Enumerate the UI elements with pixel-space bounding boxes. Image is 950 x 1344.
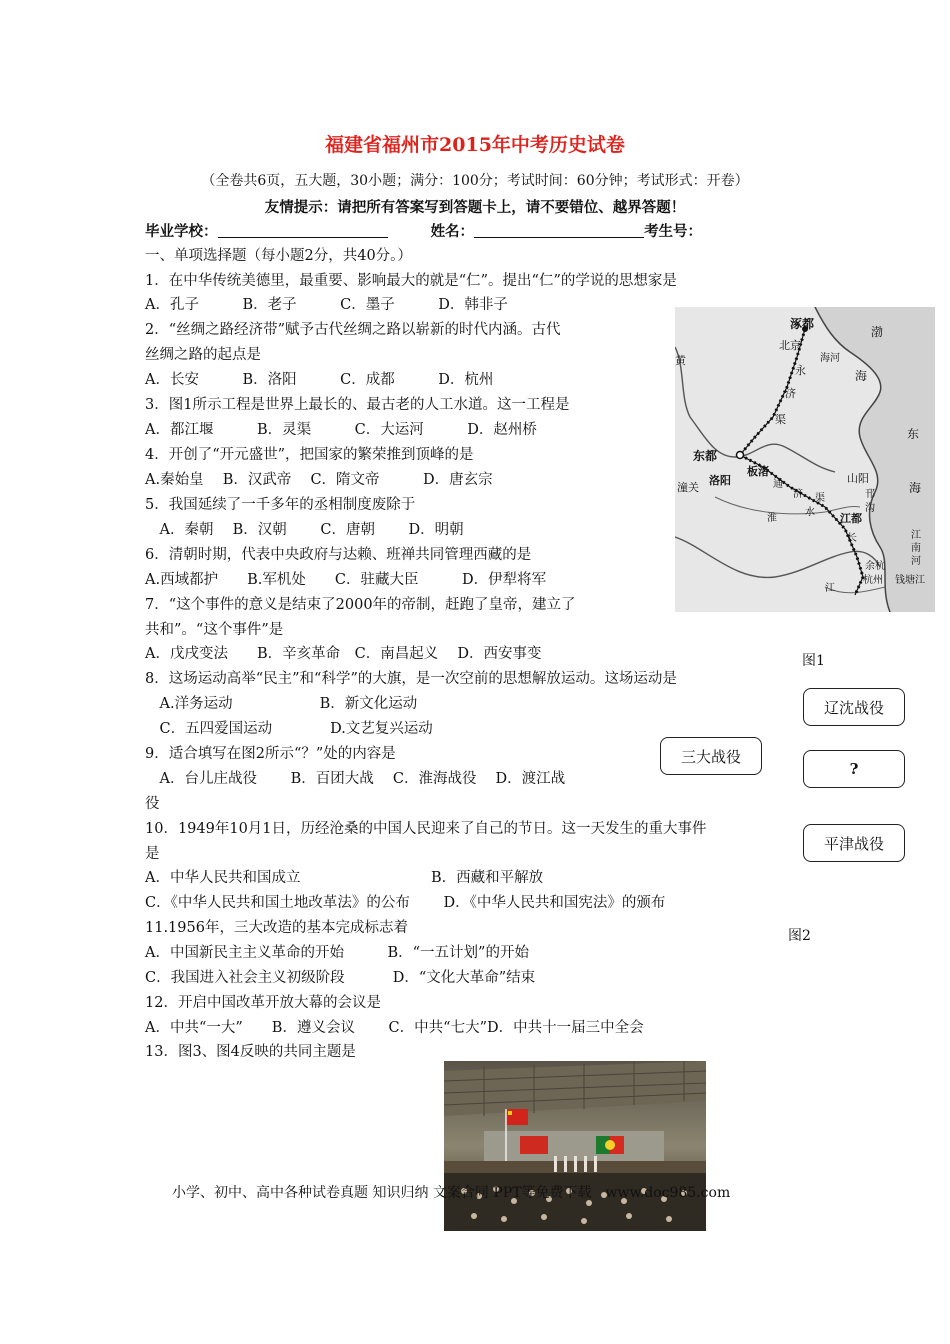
section-heading: 一、单项选择题（每小题2分，共40分。） <box>145 248 412 264</box>
map-label: 江都 <box>840 512 862 525</box>
question-line: 共和”。“这个事件”是 <box>145 622 284 638</box>
question-line: 丝绸之路的起点是 <box>145 347 261 363</box>
map-label: 江南河 <box>911 530 921 567</box>
map-label: 济 <box>793 489 803 500</box>
map-label: 余杭 <box>865 561 885 572</box>
map-label: 山阳 <box>847 472 869 485</box>
map-label: 济 <box>785 387 796 400</box>
map-label: 通 <box>773 479 783 490</box>
question-line: 役 <box>145 796 160 812</box>
three-campaigns-box: 三大战役 <box>660 737 762 775</box>
question-line: C．我国进入社会主义初级阶段 D．“文化大革命”结束 <box>145 970 536 986</box>
grand-canal-map <box>675 307 935 612</box>
map-label: 渠 <box>815 493 825 504</box>
question-line: A．孔子 B．老子 C．墨子 D．韩非子 <box>145 297 508 313</box>
question-line: 2．“丝绸之路经济带”赋予古代丝绸之路以崭新的时代内涵。古代 <box>145 322 561 338</box>
map-label: 杭州 <box>863 575 883 586</box>
question-line: 1．在中华传统美德里，最重要、影响最大的就是“仁”。提出“仁”的学说的思想家是 <box>145 273 677 289</box>
map-label: 渠 <box>775 413 786 426</box>
question-line: 7．“这个事件的意义是结束了2000年的帝制，赶跑了皇帝，建立了 <box>145 597 576 613</box>
map-label: 海 <box>855 369 868 383</box>
question-line: 9．适合填写在图2所示“？”处的内容是 <box>145 746 396 762</box>
map-label: 邗 <box>865 489 875 500</box>
map-label: 北京 <box>779 339 801 352</box>
map-label: 涿都 <box>790 317 815 331</box>
page-title: 福建省福州市2015年中考历史试卷 <box>325 134 625 156</box>
map-label: 江 <box>825 583 835 594</box>
school-blank <box>218 223 388 238</box>
exam-no-label: 考生号： <box>644 223 703 240</box>
question-line: 10．1949年10月1日，历经沧桑的中国人民迎来了自己的节日。这一天发生的重大事件 <box>145 821 707 837</box>
question-line: A．长安 B．洛阳 C．成都 D．杭州 <box>145 372 494 388</box>
map-label: 板渚 <box>747 465 769 478</box>
question-line: A.西域都护 B.军机处 C．驻藏大臣 D．伊犁将军 <box>145 572 547 588</box>
pingjin-box: 平津战役 <box>803 824 905 862</box>
question-line: 12．开启中国改革开放大幕的会议是 <box>145 995 381 1011</box>
question-line: A．戊戌变法 B．辛亥革命 C．南昌起义 D．西安事变 <box>145 646 542 662</box>
friendly-tip: 友情提示：请把所有答案写到答题卡上，请不要错位、越界答题！ <box>264 199 686 216</box>
question-line: C．五四爱国运动 D.文艺复兴运动 <box>145 721 433 737</box>
question-line: A．中国新民主主义革命的开始 B．“一五计划”的开始 <box>145 945 529 961</box>
liaoshen-box: 辽沈战役 <box>803 688 905 726</box>
question-line: C．《中华人民共和国土地改革法》的公布 D．《中华人民共和国宪法》的颁布 <box>145 895 666 911</box>
question-line: A.秦始皇 B．汉武帝 C．隋文帝 D．唐玄宗 <box>145 472 493 488</box>
figure1-caption: 图1 <box>802 653 825 669</box>
footer-watermark: 小学、初中、高中各种试卷真题 知识归纳 文案合同 PPT等免费下载 www.doc985.com <box>172 1185 731 1201</box>
unknown-campaign-box: ? <box>803 750 905 788</box>
ceremony-photo <box>444 1061 706 1231</box>
question-line: 13．图3、图4反映的共同主题是 <box>145 1044 356 1060</box>
question-line: A．都江堰 B．灵渠 C．大运河 D．赵州桥 <box>145 422 537 438</box>
question-line: A．中共“一大” B．遵义会议 C．中共“七大”D．中共十一届三中全会 <box>145 1020 644 1036</box>
map-label: 黄 <box>675 354 686 367</box>
name-blank <box>474 223 644 238</box>
map-label: 渤 <box>871 325 884 339</box>
figure2-caption: 图2 <box>788 928 811 944</box>
question-line: A．台儿庄战役 B．百团大战 C．淮海战役 D．渡江战 <box>145 771 566 787</box>
map-label: 东都 <box>693 449 718 463</box>
map-label: 海河 <box>820 353 840 364</box>
question-line: 8．这场运动高举“民主”和“科学”的大旗，是一次空前的思想解放运动。这场运动是 <box>145 671 677 687</box>
question-line: 6．清朝时期，代表中央政府与达赖、班禅共同管理西藏的是 <box>145 547 532 563</box>
question-line: A．中华人民共和国成立 B．西藏和平解放 <box>145 870 544 886</box>
map-label: 淮 <box>767 513 777 524</box>
school-label: 毕业学校： <box>145 223 218 240</box>
map-label: 洛阳 <box>709 474 731 487</box>
question-line: A．秦朝 B．汉朝 C．唐朝 D．明朝 <box>145 522 464 538</box>
exam-info: （全卷共6页，五大题，30小题；满分：100分；考试时间：60分钟；考试形式：开卷） <box>201 173 749 189</box>
map-label: 海 <box>909 481 922 495</box>
map-label: 沟 <box>865 503 875 514</box>
question-line: A.洋务运动 B．新文化运动 <box>145 696 418 712</box>
question-line: 11.1956年，三大改造的基本完成标志着 <box>145 920 408 936</box>
map-label: 永 <box>795 364 806 377</box>
map-label: 长 <box>847 533 857 544</box>
map-label: 水 <box>805 507 815 518</box>
map-label: 钱塘江 <box>895 575 925 586</box>
map-label: 东 <box>907 427 920 441</box>
student-info-row <box>145 222 702 242</box>
question-line: 是 <box>145 846 160 862</box>
question-line: 3．图1所示工程是世界上最长的、最古老的人工水道。这一工程是 <box>145 397 570 413</box>
question-line: 4．开创了“开元盛世”，把国家的繁荣推到顶峰的是 <box>145 447 474 463</box>
question-line: 5．我国延续了一千多年的丞相制度废除于 <box>145 497 416 513</box>
map-label: 潼关 <box>677 481 699 494</box>
name-label: 姓名： <box>430 223 475 240</box>
